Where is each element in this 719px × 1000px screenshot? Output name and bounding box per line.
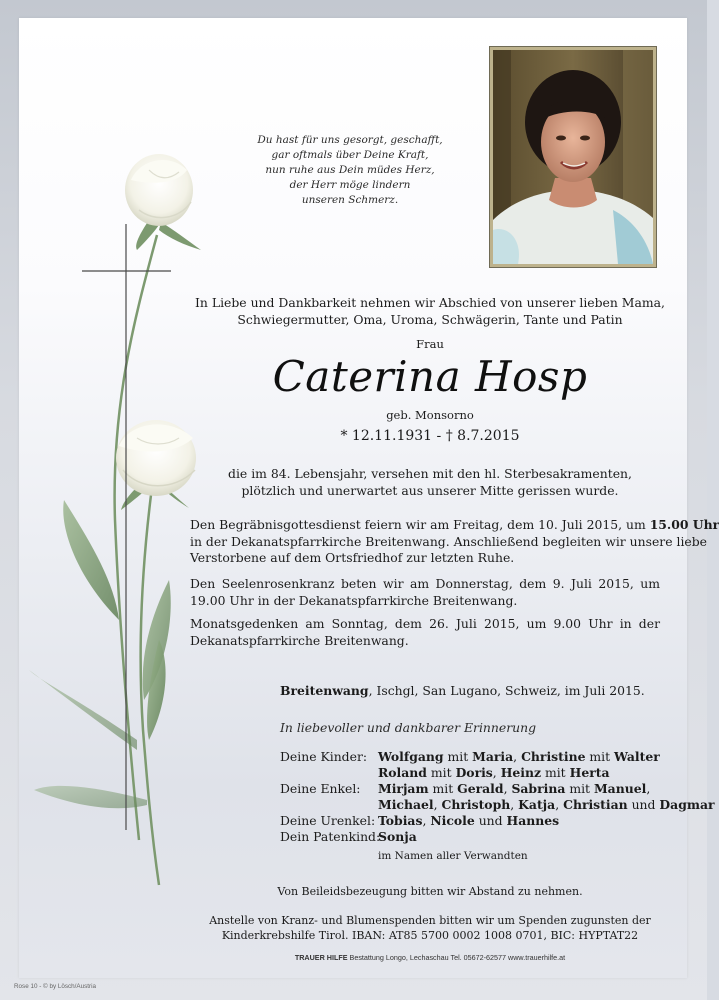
relative-sep: mit bbox=[585, 749, 615, 764]
relative-name: Mirjam bbox=[378, 781, 429, 796]
poem-line: nun ruhe aus Dein müdes Herz, bbox=[265, 164, 435, 176]
funeral-line bbox=[190, 517, 719, 534]
age-text bbox=[160, 466, 700, 499]
relative-name: Christoph bbox=[441, 797, 511, 812]
grandchildren-label: Deine Enkel: bbox=[280, 781, 361, 796]
memory-heading: In liebevoller und dankbarer Erinnerung bbox=[280, 720, 537, 735]
godchild-line bbox=[378, 829, 417, 844]
leaf bbox=[29, 670, 137, 750]
relative-sep: , bbox=[433, 797, 442, 812]
leaf bbox=[34, 786, 147, 808]
relative-name: Sonja bbox=[378, 829, 417, 844]
memorial-line: Monatsgedenken am Sonntag, dem 26. Juli 2015, um 9.00 Uhr in der bbox=[190, 616, 660, 631]
rose-cross-illustration bbox=[19, 140, 219, 900]
relative-name: Christine bbox=[521, 749, 586, 764]
intro-text bbox=[160, 295, 700, 328]
memorial-paragraph bbox=[190, 616, 660, 649]
rosary-paragraph bbox=[190, 576, 660, 609]
funeral-home-brand: TRAUER HILFE bbox=[294, 953, 348, 962]
children-label: Deine Kinder: bbox=[280, 749, 368, 764]
relative-name: Katja bbox=[518, 797, 556, 812]
relative-name: Walter bbox=[614, 749, 660, 764]
maiden-name: geb. Monsorno bbox=[386, 408, 474, 422]
relative-sep: mit bbox=[428, 781, 458, 796]
relative-sep: mit bbox=[565, 781, 594, 796]
relative-name: Christian bbox=[563, 797, 628, 812]
relative-name: Tobias bbox=[378, 813, 423, 828]
grandchildren-line bbox=[378, 797, 715, 812]
image-credit: Rose 10 - © by Lösch/Austria bbox=[14, 983, 96, 990]
portrait-frame bbox=[489, 46, 657, 268]
place-rest: , Ischgl, San Lugano, Schweiz, im Juli 2015. bbox=[368, 683, 645, 698]
leaf bbox=[63, 500, 119, 620]
relative-name: Doris bbox=[455, 765, 493, 780]
funeral-line: Verstorbene auf dem Ortsfriedhof zur letzten Ruhe. bbox=[190, 550, 515, 565]
relative-name: Heinz bbox=[500, 765, 542, 780]
portrait-photo bbox=[493, 50, 653, 264]
relative-name: Nicole bbox=[430, 813, 475, 828]
memorial-line: Dekanatspfarrkirche Breitenwang. bbox=[190, 632, 409, 648]
poem-line: gar oftmals über Deine Kraft, bbox=[271, 149, 429, 161]
relative-sep: mit bbox=[541, 765, 570, 780]
relative-sep: , bbox=[492, 765, 501, 780]
place-date bbox=[280, 683, 645, 698]
relative-sep: , bbox=[513, 749, 522, 764]
relative-name: Dagmar bbox=[659, 797, 715, 812]
relative-name: Roland bbox=[378, 765, 427, 780]
relatives-note: im Namen aller Verwandten bbox=[378, 850, 528, 862]
intro-line: Schwiegermutter, Oma, Uroma, Schwägerin, Tante und Patin bbox=[237, 311, 623, 327]
great-grandchildren-label: Deine Urenkel: bbox=[280, 813, 376, 828]
relative-sep: und bbox=[627, 797, 660, 812]
relative-sep: , bbox=[646, 781, 651, 796]
relative-name: Herta bbox=[569, 765, 610, 780]
funeral-line: in der Dekanatspfarrkirche Breitenwang. Anschließend begleiten wir unsere liebe bbox=[190, 533, 708, 549]
relative-name: Maria bbox=[472, 749, 514, 764]
intro-line: In Liebe und Dankbarkeit nehmen wir Abschied von unserer lieben Mama, bbox=[195, 295, 665, 310]
poem-line: unseren Schmerz. bbox=[301, 194, 399, 206]
relative-name: Hannes bbox=[506, 813, 560, 828]
children-line bbox=[378, 765, 609, 780]
rosary-line: 19.00 Uhr in der Dekanatspfarrkirche Breitenwang. bbox=[190, 592, 518, 608]
funeral-home-footer bbox=[160, 953, 700, 962]
age-line: plötzlich und unerwartet aus unserer Mitte gerissen wurde. bbox=[241, 482, 619, 498]
poem-line: der Herr möge lindern bbox=[289, 179, 411, 191]
godchild-label: Dein Patenkind: bbox=[280, 829, 381, 844]
place-bold: Breitenwang bbox=[280, 683, 369, 698]
relative-sep: mit bbox=[426, 765, 456, 780]
salutation: Frau bbox=[416, 337, 444, 351]
relative-name: Michael bbox=[378, 797, 434, 812]
funeral-paragraph bbox=[190, 517, 719, 567]
relative-sep: mit bbox=[443, 749, 473, 764]
rosary-line: Den Seelenrosenkranz beten wir am Donnerstag, dem 9. Juli 2015, um bbox=[190, 576, 660, 591]
relative-sep: , bbox=[555, 797, 564, 812]
children-line bbox=[378, 749, 660, 764]
grandchildren-line bbox=[378, 781, 650, 796]
poem-line: Du hast für uns gesorgt, geschafft, bbox=[257, 134, 443, 146]
relative-name: Sabrina bbox=[511, 781, 566, 796]
rose-top bbox=[125, 154, 193, 226]
relative-sep: , bbox=[503, 781, 512, 796]
poem bbox=[250, 133, 450, 208]
age-line: die im 84. Lebensjahr, versehen mit den hl. Sterbesakramenten, bbox=[228, 466, 632, 481]
donation-line: Anstelle von Kranz- und Blumenspenden bitten wir um Spenden zugunsten der bbox=[209, 914, 651, 927]
rose-stem bbox=[115, 235, 157, 840]
funeral-line-text: Den Begräbnisgottesdienst feiern wir am Freitag, dem 10. Juli 2015, um bbox=[190, 517, 646, 532]
relative-name: Manuel bbox=[593, 781, 647, 796]
funeral-home-details: Bestattung Longo, Lechaschau Tel. 05672-62577 www.trauerhilfe.at bbox=[347, 953, 566, 962]
funeral-time: 15.00 Uhr bbox=[649, 517, 719, 532]
relative-sep: , bbox=[422, 813, 431, 828]
condolence-note: Von Beileidsbezeugung bitten wir Abstand zu nehmen. bbox=[277, 885, 583, 898]
deceased-name: Caterina Hosp bbox=[272, 352, 588, 401]
relative-name: Gerald bbox=[457, 781, 504, 796]
relative-sep: , bbox=[510, 797, 519, 812]
relative-sep: und bbox=[474, 813, 507, 828]
relative-name: Wolfgang bbox=[378, 749, 444, 764]
great-grandchildren-line bbox=[378, 813, 559, 828]
donation-line: Kinderkrebshilfe Tirol. IBAN: AT85 5700 0002 1008 0701, BIC: HYPTAT22 bbox=[221, 929, 639, 942]
life-dates: * 12.11.1931 - † 8.7.2015 bbox=[340, 428, 520, 444]
